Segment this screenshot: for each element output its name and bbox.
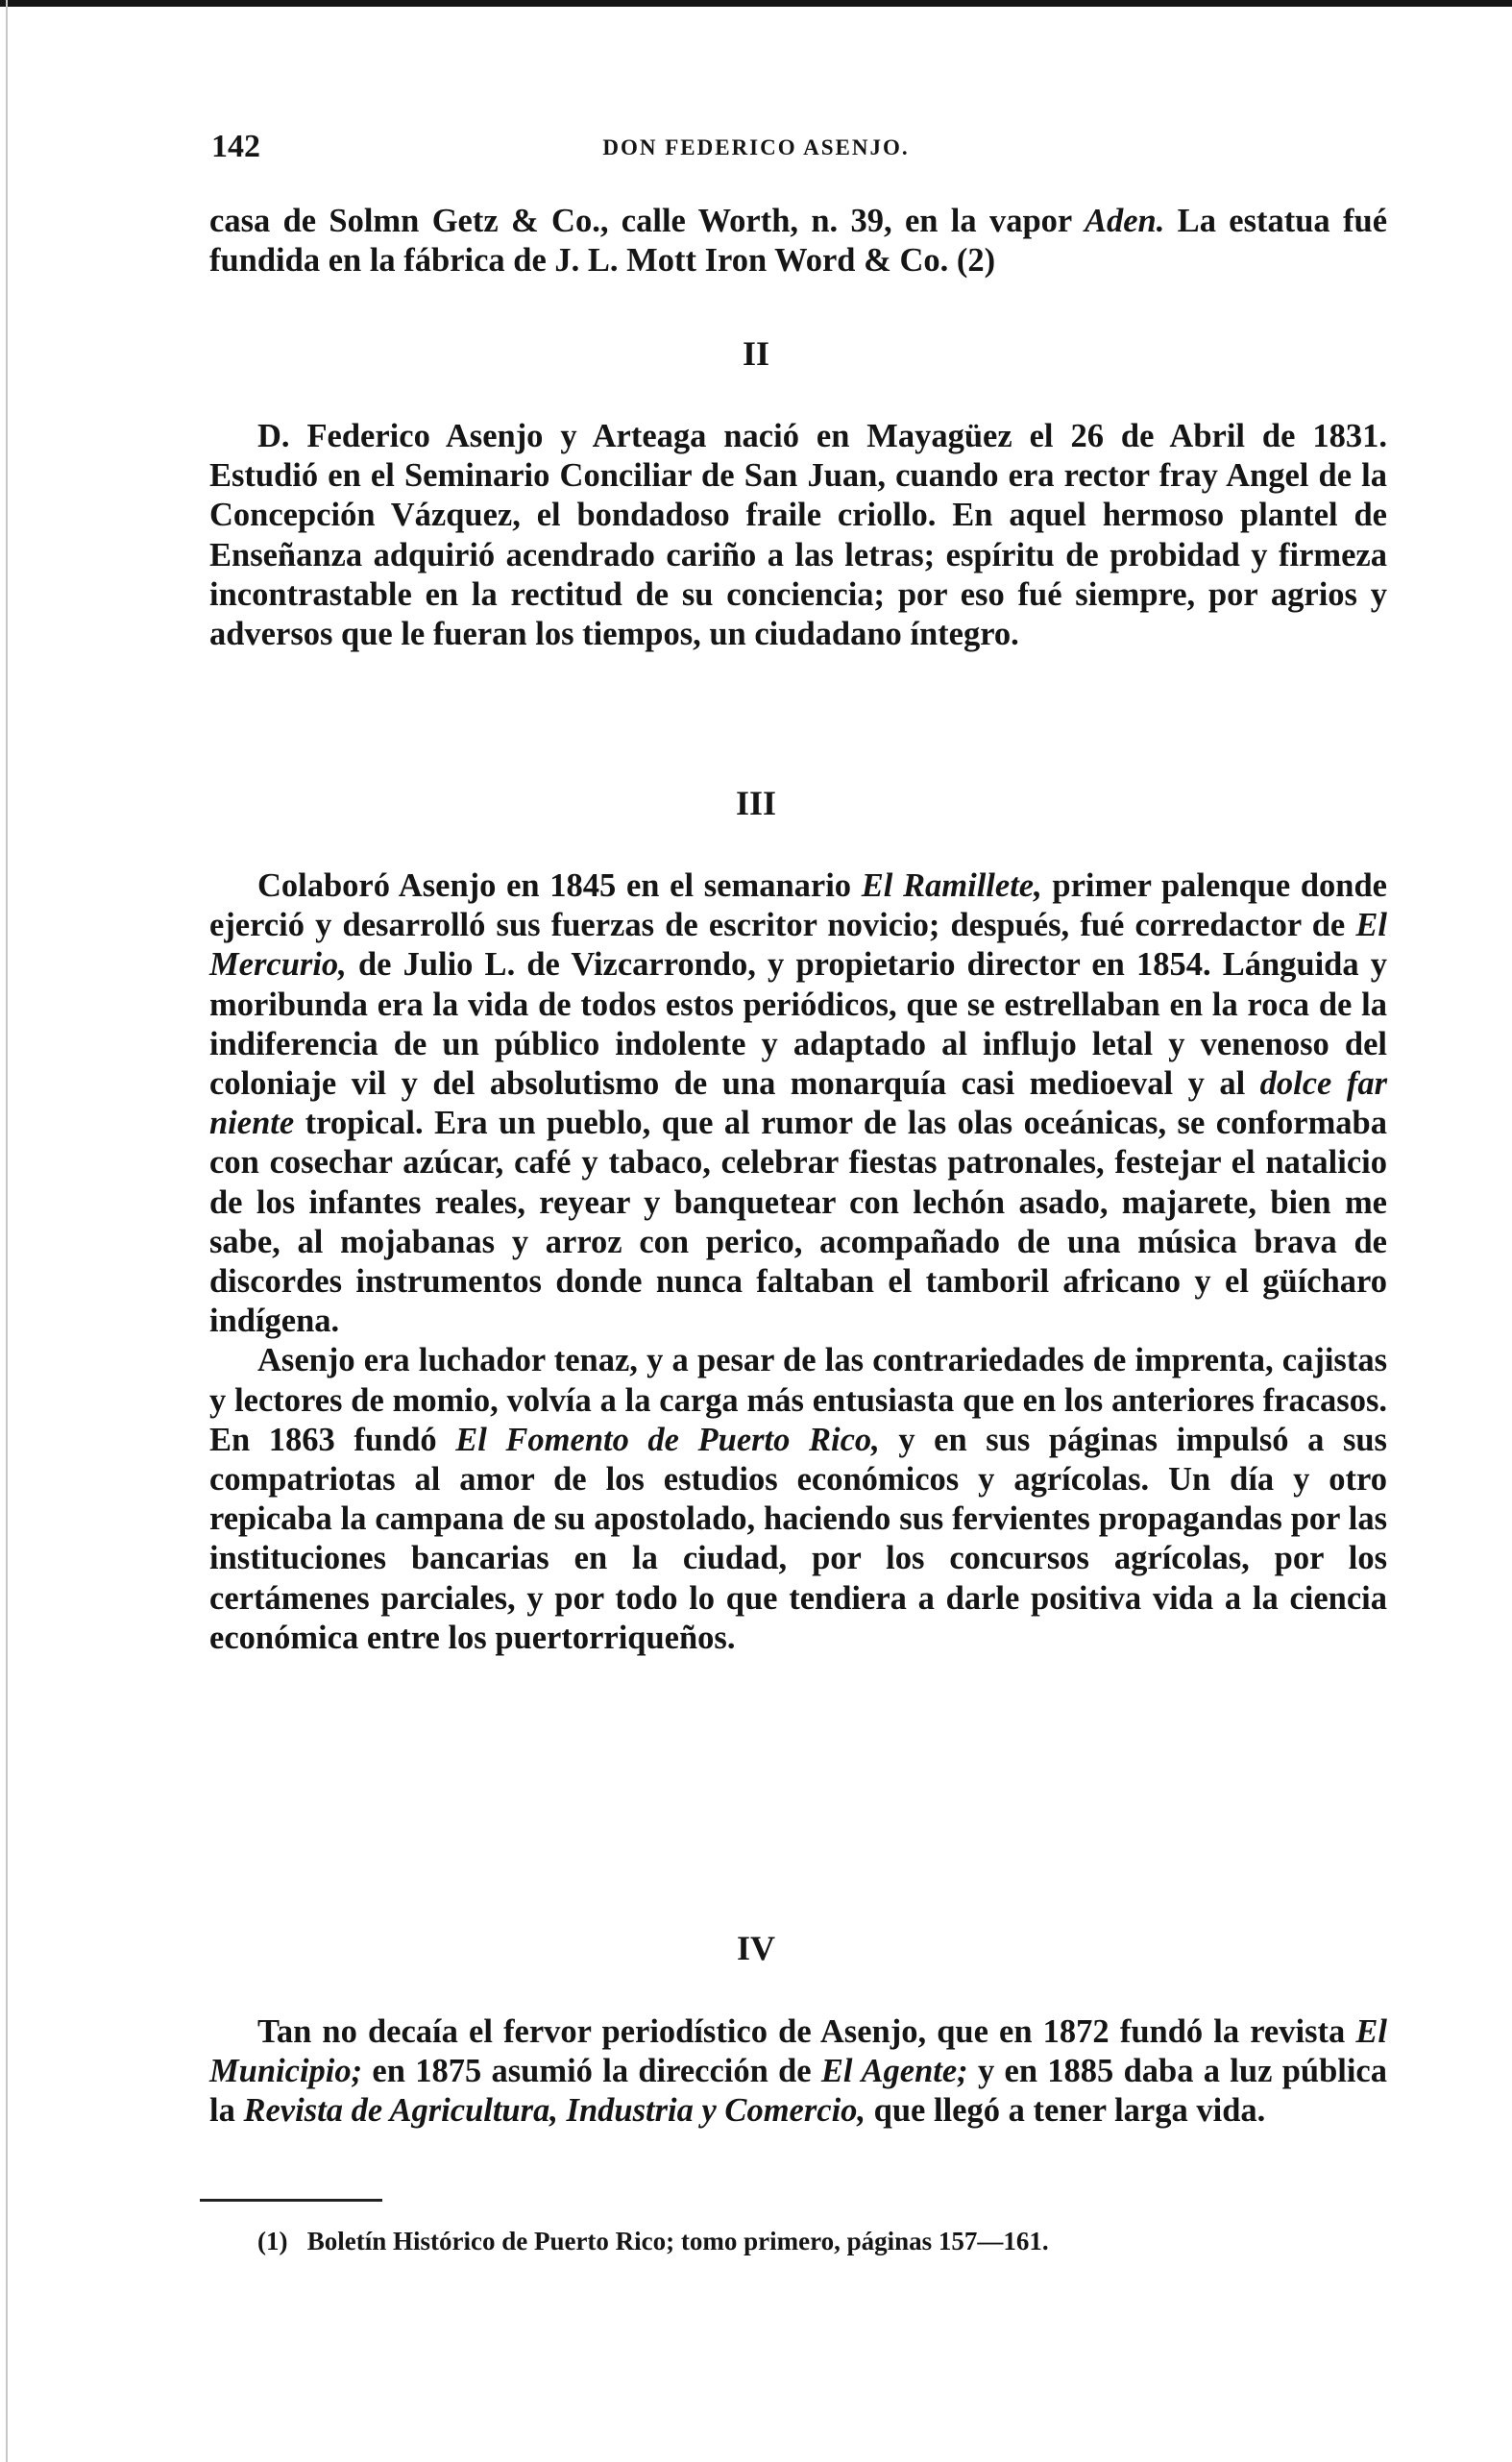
continuation-paragraph xyxy=(209,202,1387,280)
p5-text-c: y en 1885 daba a luz pública la xyxy=(209,2053,1387,2130)
p1-text-b: La estatua fué fundida en la fábrica de J. L. Mott Iron Word & Co. (2) xyxy=(209,203,1388,280)
phrase-dolce-far-niente: dolce far niente xyxy=(209,1065,1387,1142)
section-heading-ii: II xyxy=(742,334,770,373)
p4-text-b: y en sus páginas impulsó a sus compatriotas al amor de los estudios económicos y agrícolas. Un día y otro repicaba la campana de su apostolado, haciendo sus fervientes propagandas por las instituciones bancarias en la ciudad, por los concursos agrícolas, por los certámenes parciales, y por todo lo que tendiera a darle positiva vida a la ciencia económica entre los puertorriqueños. xyxy=(209,1421,1387,1656)
paragraph-publications xyxy=(209,2012,1387,2132)
paragraph-biography-text: D. Federico Asenjo y Arteaga nació en Mayagüez el 26 de Abril de 1831. Estudió en el Seminario Conciliar de San Juan, cuando era rector fray Angel de la Concepción Vázquez, el bondadoso fraile criollo. En aquel hermoso plantel de Enseñanza adquirió acendrado cariño a las letras; espíritu de probidad y firmeza incontrastable en la rectitud de su conciencia; por eso fué siempre, por agrios y adversos que le fueran los tiempos, un ciudadano íntegro. xyxy=(209,418,1387,653)
p5-text-a: Tan no decaía el fervor periodístico de Asenjo, que en 1872 fundó la revista xyxy=(257,2013,1356,2050)
p5-text-d: que llegó a tener larga vida. xyxy=(866,2092,1266,2130)
running-title: DON FEDERICO ASENJO. xyxy=(602,135,910,159)
title-el-mercurio: El Mercurio, xyxy=(209,907,1387,984)
title-el-municipio: El Municipio; xyxy=(209,2013,1387,2090)
section-heading-iv: IV xyxy=(736,1929,775,1967)
p3-text-d: tropical. Era un pueblo, que al rumor de las olas oceánicas, se conformaba con cosechar azúcar, café y tabaco, celebrar fiestas patronales, festejar el natalicio de los infantes reales, reyear y banquetear con lechón asado, majarete, bien me sabe, al mojabanas y arroz con perico, acompañado de una música brava de discordes instrumentos donde nunca faltaban el tamboril africano y el güícharo indígena. xyxy=(209,1105,1387,1340)
footnote-text: ; tomo primero, páginas 157—161. xyxy=(666,2227,1049,2255)
p4-text-a: Asenjo era luchador tenaz, y a pesar de las contrariedades de imprenta, cajistas y lectores de momio, volvía a la carga más entusiasta que en los anteriores fracasos. En 1863 fundó xyxy=(209,1342,1387,1458)
ship-name: Aden. xyxy=(1084,203,1165,239)
paragraph-journalism xyxy=(209,866,1387,1658)
p3-text-c: de Julio L. de Vizcarrondo, y propietario director en 1854. Lánguida y moribunda era la vida de todos estos periódicos, que se estrellaban en la roca de la indiferencia de un público indolente y adaptado al influjo letal y venenoso del coloniaje vil y del absolutismo de una monarquía casi medioeval y al xyxy=(209,946,1387,1103)
p3-text-a: Colaboró Asenjo en 1845 en el semanario xyxy=(257,867,862,904)
footnote-marker: (1) xyxy=(257,2227,288,2255)
title-revista-agricultura: Revista de Agricultura, Industria y Comercio, xyxy=(243,2092,866,2130)
title-el-ramillete: El Ramillete, xyxy=(861,867,1042,904)
footnote-title: Boletín Histórico de Puerto Rico xyxy=(306,2227,667,2255)
footnote-rule xyxy=(200,2199,382,2202)
paragraph-biography xyxy=(209,417,1387,654)
p1-text-a: casa de Solmn Getz & Co., calle Worth, n. 39, en la vapor xyxy=(209,203,1085,239)
page-number: 142 xyxy=(211,129,260,164)
p3-text-b: primer palenque donde ejerció y desarrolló sus fuerzas de escritor novicio; después, fué corredactor de xyxy=(209,867,1387,944)
title-el-fomento: El Fomento de Puerto Rico, xyxy=(455,1421,880,1458)
title-el-agente: El Agente; xyxy=(820,2053,968,2090)
footnote xyxy=(257,2225,1391,2257)
section-heading-iii: III xyxy=(735,784,777,822)
p5-text-b: en 1875 asumió la dirección de xyxy=(362,2053,821,2090)
top-border xyxy=(0,0,1512,7)
